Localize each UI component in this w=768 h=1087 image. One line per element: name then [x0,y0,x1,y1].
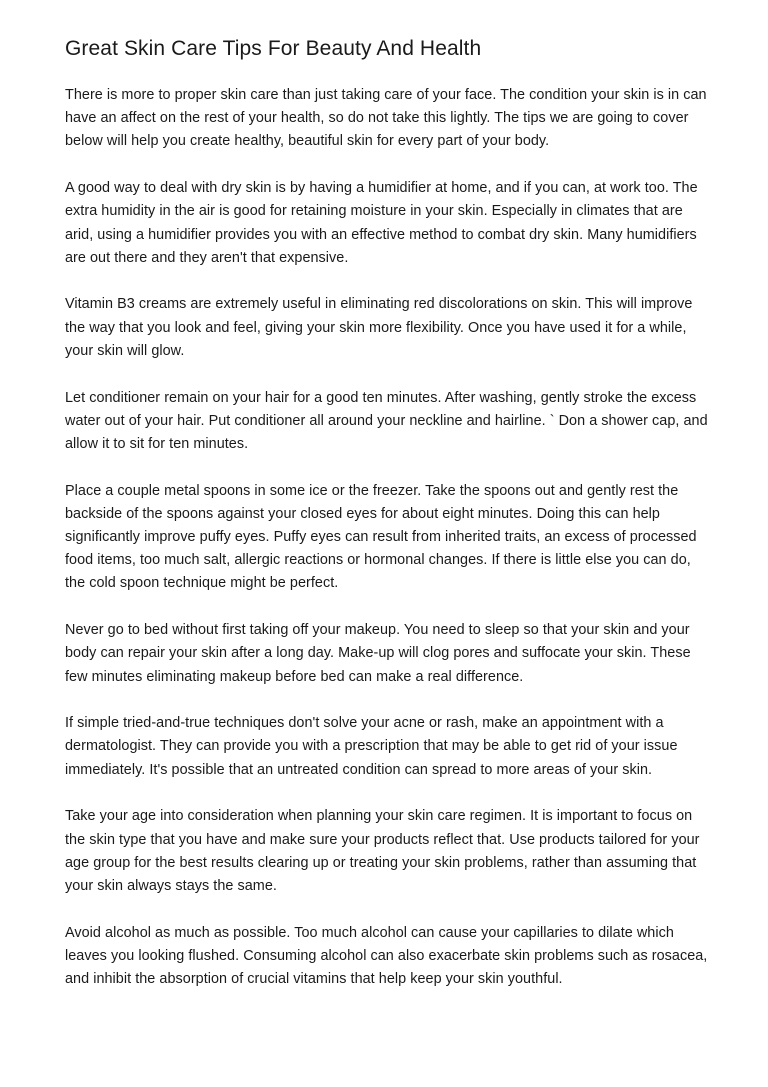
paragraph-alcohol: Avoid alcohol as much as possible. Too much alcohol can cause your capillaries to dilate which leaves you looking flushed. Consuming alcohol can also exacerbate skin problems such as rosacea, and inhibit the absorption of crucial vitamins that help keep your skin youthful. [65,924,708,988]
paragraph-metal-spoons: Place a couple metal spoons in some ice or the freezer. Take the spoons out and gently rest the backside of the spoons against your closed eyes for about eight minutes. Doing this can help significantly improve puffy eyes. Puffy eyes can result from inherited traits, an excess of processed food items, too much salt, allergic reactions or hormonal changes. If there is little else you can do, the cold spoon technique might be perfect. [65,482,697,592]
paragraph-dermatologist: If simple tried-and-true techniques don't solve your acne or rash, make an appointment with a dermatologist. They can provide you with a prescription that may be able to get rid of your issue immediately. It's possible that an untreated condition can spread to more areas of your skin. [65,715,678,778]
paragraph-intro: There is more to proper skin care than just taking care of your face. The condition your skin is in can have an affect on the rest of your health, so do not take this lightly. The tips we are going to cover below will help you create healthy, beautiful skin for every part of your body. [65,87,707,150]
document-page [65,36,713,1015]
paragraph-vitamin-b3: Vitamin B3 creams are extremely useful in eliminating red discolorations on skin. This will improve the way that you look and feel, giving your skin more flexibility. Once you have used it for a while, your skin will glow. [65,296,693,359]
paragraph-conditioner: Let conditioner remain on your hair for a good ten minutes. After washing, gently stroke the excess water out of your hair. Put conditioner all around your neckline and hairline. ` Don a shower cap, and allow it to sit for ten minutes. [65,389,708,452]
page-title: Great Skin Care Tips For Beauty And Health [65,37,482,60]
paragraph-makeup: Never go to bed without first taking off your makeup. You need to sleep so that your skin and your body can repair your skin after a long day. Make-up will clog pores and suffocate your skin. These few minutes eliminating makeup before bed can make a real difference. [65,622,691,685]
paragraph-age: Take your age into consideration when planning your skin care regimen. It is important to focus on the skin type that you have and make sure your products reflect that. Use products tailored for your age group for the best results clearing up or treating your skin problems, rather than assuming that your skin always stays the same. [65,808,700,894]
paragraph-humidifier: A good way to deal with dry skin is by having a humidifier at home, and if you can, at work too. The extra humidity in the air is good for retaining moisture in your skin. Especially in climates that are arid, using a humidifier provides you with an effective method to combat dry skin. Many humidifiers are out there and they aren't that expensive. [65,180,698,266]
